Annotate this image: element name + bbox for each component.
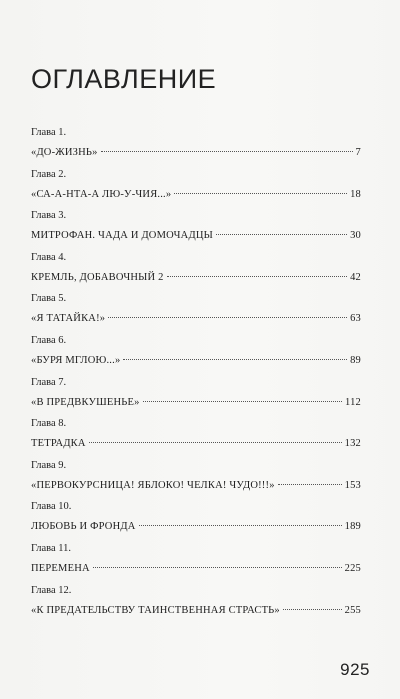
toc-entry-10 — [31, 500, 361, 542]
chapter-page: 42 — [350, 271, 361, 283]
chapter-label: Глава 11. — [31, 542, 72, 554]
page-number: 925 — [340, 660, 370, 679]
toc-entry-7 — [31, 376, 361, 418]
chapter-label: Глава 2. — [31, 168, 67, 180]
chapter-page: 112 — [345, 396, 361, 408]
dot-leader — [89, 442, 342, 443]
chapter-name: «ПЕРВОКУРСНИЦА! ЯБЛОКО! ЧЕЛКА! ЧУДО!!!» — [31, 479, 275, 491]
toc-row — [31, 396, 361, 410]
toc-row — [31, 146, 361, 160]
chapter-page: 153 — [344, 479, 361, 491]
toc-row — [31, 520, 361, 534]
chapter-label: Глава 9. — [31, 459, 67, 471]
toc-row — [31, 604, 361, 618]
chapter-name: «СА-А-НТА-А ЛЮ-У-ЧИЯ...» — [31, 188, 172, 200]
chapter-name: «БУРЯ МГЛОЮ...» — [31, 354, 121, 366]
toc-entry-11 — [31, 542, 361, 584]
toc-entry-8 — [31, 417, 361, 459]
dot-leader — [174, 193, 347, 194]
toc-entry-2 — [31, 168, 361, 210]
page-title: ОГЛАВЛЕНИЕ — [31, 64, 217, 94]
table-of-contents — [31, 126, 361, 625]
chapter-name: «ДО-ЖИЗНЬ» — [31, 147, 98, 158]
chapter-page: 189 — [344, 521, 361, 533]
chapter-label: Глава 8. — [31, 418, 67, 430]
toc-entry-9 — [31, 459, 361, 501]
toc-row — [31, 188, 361, 202]
chapter-label: Глава 6. — [31, 334, 67, 346]
dot-leader — [283, 609, 342, 610]
dot-leader — [93, 567, 342, 568]
toc-entry-5 — [31, 292, 361, 334]
chapter-page: 7 — [355, 147, 361, 158]
chapter-name: КРЕМЛЬ, ДОБАВОЧНЫЙ 2 — [31, 271, 164, 283]
chapter-page: 132 — [344, 438, 361, 450]
dot-leader — [143, 401, 342, 402]
chapter-label: Глава 7. — [31, 376, 67, 388]
chapter-page: 18 — [350, 188, 361, 200]
chapter-label: Глава 3. — [31, 210, 67, 222]
chapter-label: Глава 12. — [31, 584, 72, 596]
chapter-name: ЛЮБОВЬ И ФРОНДА — [31, 521, 136, 533]
toc-entry-1 — [31, 126, 361, 168]
chapter-page: 225 — [344, 562, 361, 574]
chapter-page: 63 — [350, 313, 361, 325]
dot-leader — [108, 317, 347, 318]
toc-row — [31, 312, 361, 326]
chapter-name: «В ПРЕДВКУШЕНЬЕ» — [31, 396, 140, 408]
dot-leader — [216, 234, 347, 235]
chapter-name: «Я ТАТАЙКА!» — [31, 313, 106, 325]
toc-row — [31, 437, 361, 451]
chapter-page: 89 — [350, 354, 361, 366]
chapter-label: Глава 10. — [31, 501, 72, 513]
chapter-name: «К ПРЕДАТЕЛЬСТВУ ТАИНСТВЕННАЯ СТРАСТЬ» — [31, 604, 280, 616]
toc-row — [31, 479, 361, 493]
chapter-name: ПЕРЕМЕНА — [31, 562, 90, 574]
toc-entry-6 — [31, 334, 361, 376]
toc-entry-3 — [31, 209, 361, 251]
chapter-label: Глава 5. — [31, 293, 67, 305]
toc-row — [31, 562, 361, 576]
dot-leader — [167, 276, 348, 277]
toc-entry-4 — [31, 251, 361, 293]
dot-leader — [278, 484, 342, 485]
dot-leader — [101, 151, 353, 152]
chapter-page: 30 — [350, 230, 361, 242]
dot-leader — [139, 525, 342, 526]
dot-leader — [123, 359, 347, 360]
toc-row — [31, 354, 361, 368]
toc-entry-12 — [31, 584, 361, 626]
chapter-name: ТЕТРАДКА — [31, 438, 86, 450]
chapter-label: Глава 4. — [31, 251, 67, 263]
chapter-page: 255 — [344, 604, 361, 616]
chapter-label: Глава 1. — [31, 127, 67, 138]
toc-row — [31, 271, 361, 285]
chapter-name: МИТРОФАН. ЧАДА И ДОМОЧАДЦЫ — [31, 230, 213, 242]
toc-row — [31, 229, 361, 243]
